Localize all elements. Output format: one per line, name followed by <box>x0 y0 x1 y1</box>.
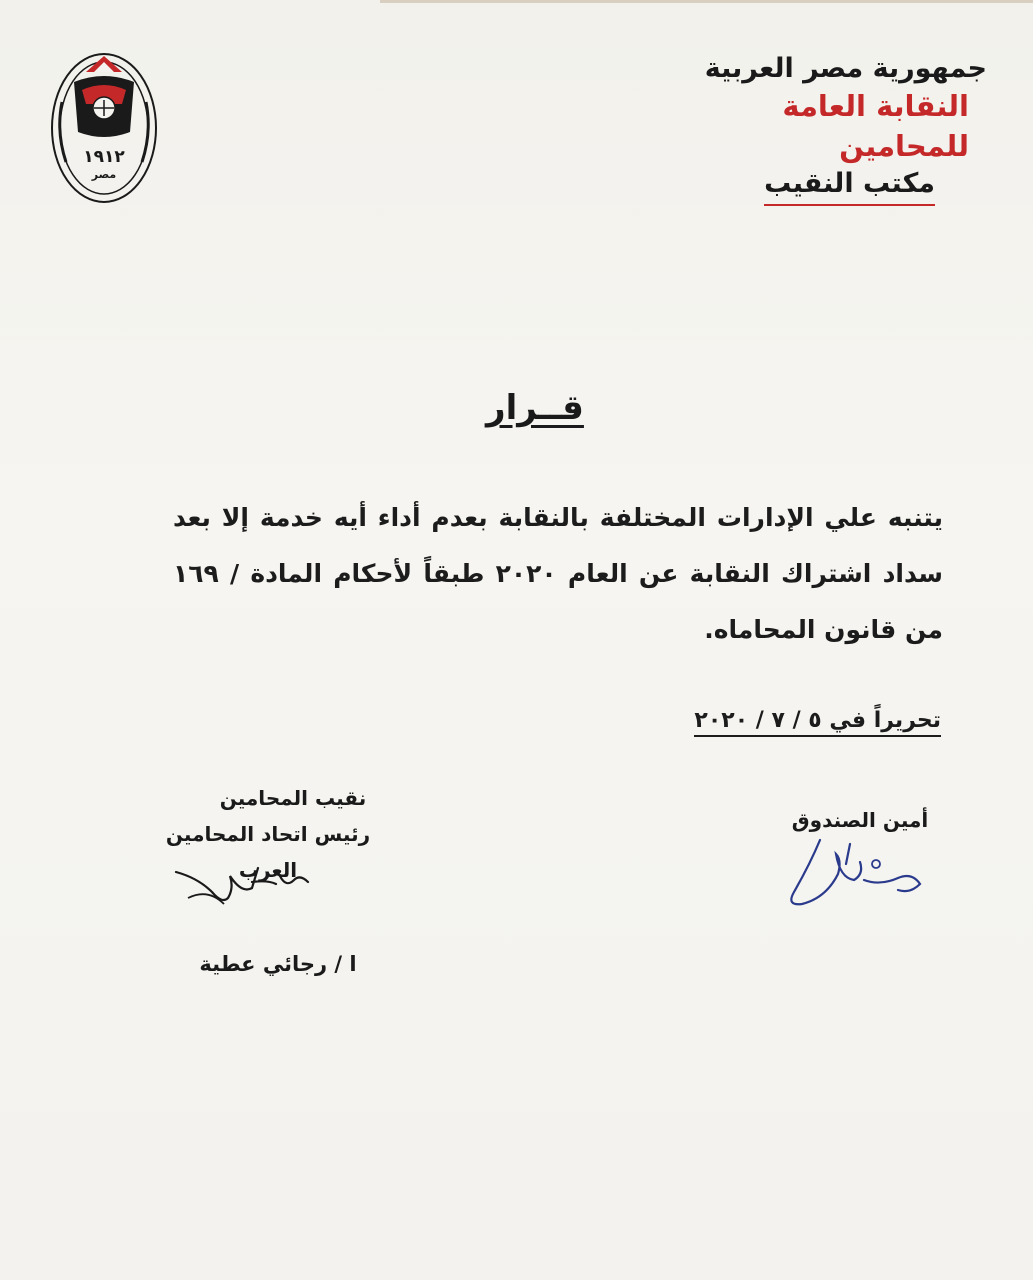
decision-body: يتنبه علي الإدارات المختلفة بالنقابة بعدم أداء أيه خدمة إلا بعد سداد اشتراك النقابة عن العام ٢٠٢٠ طبقاً لأحكام المادة / ١٦٩ من قانون المحاماه. <box>173 503 943 644</box>
letterhead-country: جمهورية مصر العربية <box>704 53 987 84</box>
signature-block-treasurer <box>780 808 940 832</box>
decision-title: قــرار <box>486 388 584 428</box>
seal-place: مصر <box>91 168 117 181</box>
letterhead <box>647 52 987 206</box>
seal-year: ١٩١٢ <box>83 147 125 167</box>
bar-association-seal-icon <box>42 42 166 212</box>
decision-date: تحريراً في ٥ / ٧ / ٢٠٢٠ <box>694 708 941 737</box>
signatory-name: ا / رجائي عطية <box>199 952 357 976</box>
letterhead-syndicate: النقابة العامة للمحامين <box>782 89 969 163</box>
signatory-role-union: رئيس اتحاد المحامين العرب <box>165 822 371 882</box>
signatory-role-treasurer: أمين الصندوق <box>791 808 929 832</box>
letterhead-office: مكتب النقيب <box>764 166 935 206</box>
handwritten-signature-treasurer <box>780 834 930 914</box>
page-edge <box>380 0 1033 3</box>
signatory-role-chairman: نقيب المحامين <box>219 786 367 810</box>
handwritten-signature-chairman <box>168 858 318 918</box>
